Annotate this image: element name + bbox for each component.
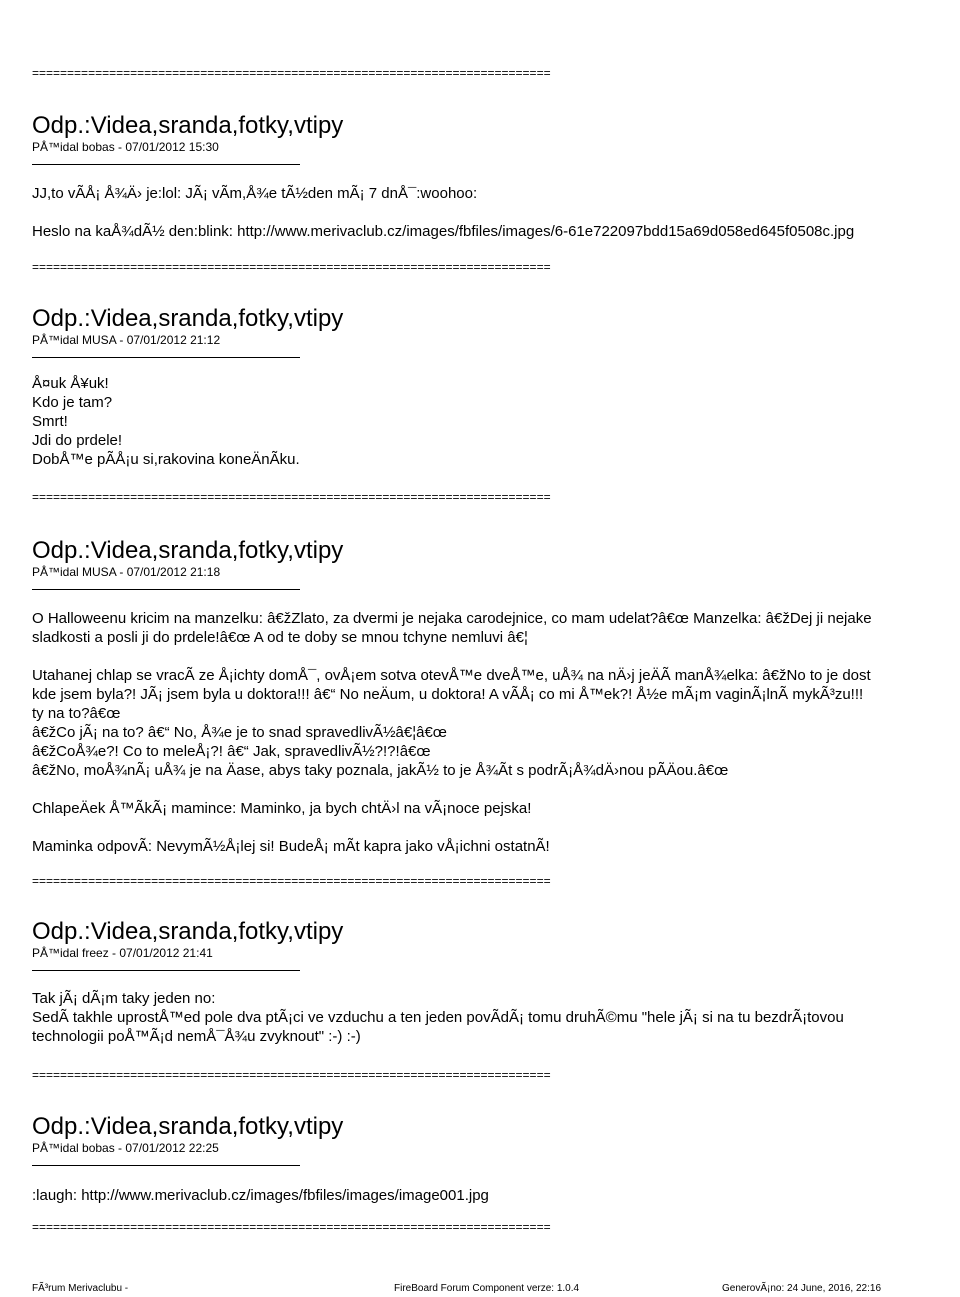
post-line — [32, 780, 957, 799]
post-line: kde jsem byla?! JÃ¡ jsem byla u doktora!!! â€“ No neÄum, u doktora! A vÃÅ¡ co mi Å™ek?! Å½e mÃ¡m vaginÃ¡lnÃ mykÃ³zu!!! — [32, 686, 864, 703]
post-meta: PÅ™idal freez - 07/01/2012 21:41 — [32, 946, 213, 960]
post-line — [32, 647, 957, 666]
post-line: ty na to?â€œ — [32, 705, 121, 722]
post-line: Kdo je tam? — [32, 394, 113, 411]
post-divider — [32, 164, 300, 165]
post-line: Heslo na kaÅ¾dÃ½ den:blink: http://www.merivaclub.cz/images/fbfiles/images/6-61e722097bdd15a69d058ed645f0508c.jpg — [32, 223, 855, 240]
post-divider — [32, 357, 300, 358]
post-line: O Halloweenu kricim na manzelku: â€žZlato, za dvermi je nejaka carodejnice, co mam udelat?â€œ Manzelka: â€žDej ji nejake — [32, 610, 872, 627]
post-line: Tak jÃ¡ dÃ¡m taky jeden no: — [32, 990, 216, 1007]
post — [32, 112, 957, 241]
post-divider — [32, 970, 300, 971]
footer-component-version: FireBoard Forum Component verze: 1.0.4 — [394, 1283, 580, 1294]
post-meta: PÅ™idal MUSA - 07/01/2012 21:18 — [32, 565, 221, 579]
post-body — [32, 1186, 957, 1205]
post-line: SedÃ takhle uprostÅ™ed pole dva ptÃ¡ci ve vzduchu a ten jeden povÃdÃ¡ tomu druhÃ©mu "hele jÃ¡ si na tu bezdrÃ¡tovou — [32, 1009, 844, 1026]
post-line: sladkosti a posli ji do prdele!â€œ A od te doby se mnou tchyne nemluvi â€¦ — [32, 629, 528, 646]
post — [32, 918, 957, 1046]
post-line: :laugh: http://www.merivaclub.cz/images/fbfiles/images/image001.jpg — [32, 1187, 489, 1204]
post-line: DobÅ™e pÃÅ¡u si,rakovina koneÄnÃku. — [32, 451, 300, 468]
post-line: Jdi do prdele! — [32, 432, 123, 449]
post-line: Utahanej chlap se vracÃ ze Å¡ichty domÅ¯, ovÅ¡em sotva otevÅ™e dveÅ™e, uÅ¾ na nÄ›j jeÄÃ manÅ¾elka: â€žNo to je dost — [32, 667, 871, 684]
post-meta: PÅ™idal MUSA - 07/01/2012 21:12 — [32, 333, 221, 347]
footer-generated-date: GenerovÃ¡no: 24 June, 2016, 22:16 — [722, 1283, 882, 1294]
post-line: Å¤uk Å¥uk! — [32, 375, 109, 392]
post-line: ChlapeÄek Å™ÃkÃ¡ mamince: Maminko, ja bych chtÄ›l na vÃ¡noce pejska! — [32, 800, 532, 817]
post-body — [32, 184, 957, 241]
separator-line: ========================================================================== — [32, 1068, 551, 1082]
post-body — [32, 609, 957, 856]
post-body — [32, 989, 957, 1046]
post-line: technologii poÅ™Ã¡d nemÅ¯Å¾u zvyknout" :-) :-) — [32, 1028, 361, 1045]
separator-line: ========================================================================== — [32, 874, 551, 888]
post — [32, 537, 957, 856]
separator-line: ========================================================================== — [32, 66, 551, 80]
post-line: JJ,to vÃÅ¡ Å¾Ä› je:lol: JÃ¡ vÃm,Å¾e tÃ½den mÃ¡ 7 dnÅ¯:woohoo: — [32, 185, 478, 202]
post-line: Maminka odpovÃ: NevymÃ½Å¡lej si! BudeÅ¡ mÃt kapra jako vÅ¡ichni ostatnÃ! — [32, 838, 550, 855]
separator-line: ========================================================================== — [32, 1220, 551, 1234]
post-meta: PÅ™idal bobas - 07/01/2012 22:25 — [32, 1141, 219, 1155]
post-meta: PÅ™idal bobas - 07/01/2012 15:30 — [32, 140, 219, 154]
post-title: Odp.:Videa,sranda,fotky,vtipy — [32, 918, 344, 945]
post-line: Smrt! — [32, 413, 68, 430]
post-title: Odp.:Videa,sranda,fotky,vtipy — [32, 1113, 344, 1140]
post-line: â€žCo jÃ¡ na to? â€“ No, Å¾e je to snad spravedlivÃ½â€¦â€œ — [32, 724, 447, 741]
footer-site-name: FÃ³rum Merivaclubu - — [32, 1283, 129, 1294]
post — [32, 305, 957, 469]
post-title: Odp.:Videa,sranda,fotky,vtipy — [32, 112, 344, 139]
post — [32, 1113, 957, 1205]
post-body — [32, 374, 957, 469]
separator-line: ========================================================================== — [32, 490, 551, 504]
separator-line: ========================================================================== — [32, 260, 551, 274]
post-line — [32, 203, 957, 222]
post-line — [32, 818, 957, 837]
post-line: â€žCoÅ¾e?! Co to meleÅ¡?! â€“ Jak, spravedlivÃ½?!?!â€œ — [32, 743, 431, 760]
post-title: Odp.:Videa,sranda,fotky,vtipy — [32, 537, 344, 564]
post-line: â€žNo, moÅ¾nÃ¡ uÅ¾ je na Äase, abys taky poznala, jakÃ½ to je Å¾Ãt s podrÃ¡Å¾dÄ›nou pÃÄou.â€œ — [32, 762, 729, 779]
post-divider — [32, 1165, 300, 1166]
post-divider — [32, 589, 300, 590]
post-title: Odp.:Videa,sranda,fotky,vtipy — [32, 305, 344, 332]
